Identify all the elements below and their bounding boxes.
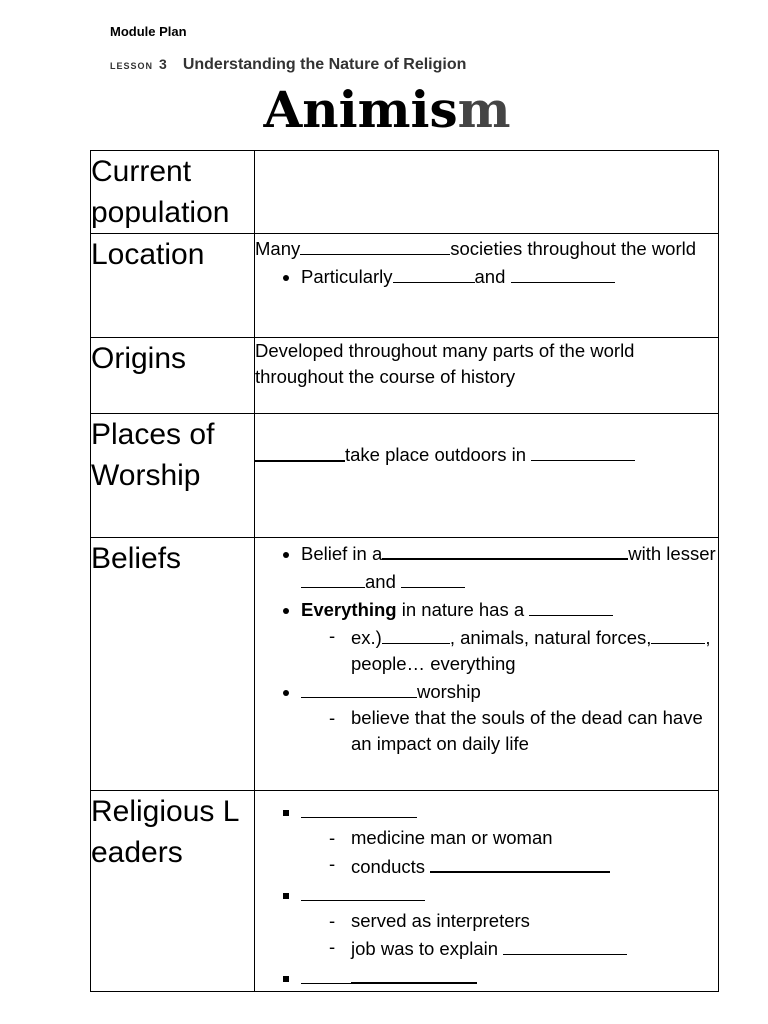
list-item [301,880,718,962]
text: and [365,571,396,592]
text: Many [255,238,301,259]
text: societies throughout the world [450,238,697,259]
content-cell [255,791,719,992]
row-label: Location [91,234,255,338]
text: Belief in a [301,543,383,564]
list-item [351,908,718,934]
lesson-number: 3 [159,56,167,72]
fill-blank[interactable] [529,595,613,616]
text: job was to explain [351,938,499,959]
fill-blank[interactable] [531,440,635,461]
bullet-list [255,538,718,757]
text: conducts [351,856,426,877]
fill-blank[interactable] [351,962,477,984]
fill-blank[interactable] [651,623,705,644]
row-beliefs [91,538,719,791]
row-label: Beliefs [91,538,255,791]
dash-list [301,705,718,757]
title-main: Animis [263,80,458,139]
row-worship [91,414,719,538]
list-item [301,962,718,991]
fill-blank[interactable] [382,538,628,560]
module-plan-label: Module Plan [110,24,187,39]
title-tail: m [457,80,511,139]
row-population [91,151,719,234]
list-item [351,623,718,677]
text: believe that the souls of the dead can have an impact on daily life [351,707,703,754]
content-line [255,440,718,468]
list-item [351,851,718,880]
lesson-header [110,56,466,74]
text: medicine man or woman [351,827,553,848]
fill-blank[interactable] [393,262,475,283]
list-item [351,825,718,851]
row-label: Current population [91,151,255,234]
text: , people… everything [351,627,711,674]
module-plan-table [90,150,719,992]
fill-blank[interactable] [301,567,365,588]
text: take place outdoors in [345,444,527,465]
fill-blank[interactable] [300,234,450,255]
text: , animals, natural forces, [449,627,652,648]
dash-list [301,825,718,880]
page-title [0,80,768,139]
text: with lesser [628,543,716,564]
fill-blank[interactable] [301,797,417,818]
text: in nature has a [401,599,525,620]
text: served as interpreters [351,910,530,931]
list-item [351,934,718,962]
list-item [301,677,718,757]
text: ex.) [351,627,382,648]
list-item [301,595,718,677]
fill-blank[interactable] [255,446,345,462]
fill-blank[interactable] [511,262,615,283]
bullet-list [255,262,718,290]
text: worship [417,681,481,702]
content-cell [255,234,719,338]
list-item [301,538,718,595]
list-item [351,705,718,757]
fill-blank[interactable] [430,851,610,873]
square-bullet-list [255,797,718,991]
fill-blank[interactable] [301,677,417,698]
content-cell [255,414,719,538]
fill-blank[interactable] [301,880,425,901]
row-location [91,234,719,338]
answer-cell-population[interactable] [255,151,719,234]
text: and [474,266,506,287]
row-label: Origins [91,338,255,414]
content-cell [255,538,719,791]
bold-text: Everything [301,599,397,620]
row-origins [91,338,719,414]
fill-blank[interactable] [503,934,627,955]
row-leaders [91,791,719,992]
fill-blank[interactable] [301,963,351,984]
row-label: Religious Leaders [91,791,255,992]
fill-blank[interactable] [401,567,465,588]
list-item [301,262,718,290]
origins-text: Developed throughout many parts of the world throughout the course of history [255,340,635,387]
text: Particularly [301,266,393,287]
fill-blank[interactable] [382,623,450,644]
row-label: Places of Worship [91,414,255,538]
dash-list [301,908,718,962]
content-line [255,234,718,262]
lesson-title: Understanding the Nature of Religion [182,56,467,73]
lesson-word: LESSON [110,61,154,71]
list-item [301,797,718,880]
content-cell [255,338,719,414]
dash-list [301,623,718,677]
